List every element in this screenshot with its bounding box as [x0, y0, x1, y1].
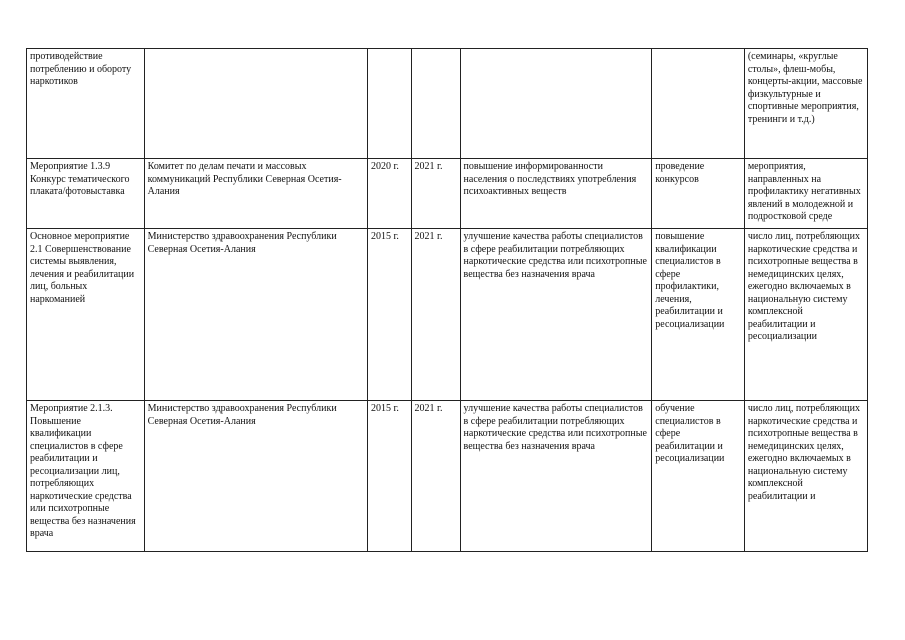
- actions-cell: [652, 401, 745, 552]
- indicator-cell: [744, 229, 867, 401]
- actions-cell: [652, 49, 745, 159]
- indicator: число лиц, потребляющих наркотические средства и психотропные вещества в немедицинских целях, ежегодно включаемых в национальную систему комплексной реабилитации и ресоциализации: [747, 231, 860, 342]
- expected-result: улучшение качества работы специалистов в сфере реабилитации потребляющих наркотические средства или психотропные вещества без назначения врача: [463, 231, 647, 280]
- activity-name: Мероприятие 2.1.3. Повышение квалификации специалистов в сфере реабилитации и ресоциализации лиц, потребляющих наркотические средства или психотропные вещества без назначения врача: [30, 403, 136, 539]
- activity-name: Мероприятие 1.3.9 Конкурс тематического плаката/фотовыставка: [30, 161, 130, 197]
- table-row: [27, 401, 868, 552]
- indicator: (семинары, «круглые столы», флеш-мобы, концерты-акции, массовые физкультурные и спортивные мероприятия, тренинги и т.д.): [747, 51, 863, 125]
- activity-name: противодействие потреблению и обороту наркотиков: [30, 51, 132, 87]
- start-year-cell: [367, 49, 411, 159]
- end-year-cell: [411, 401, 460, 552]
- start-year: 2015 г.: [370, 231, 399, 242]
- executor-cell: [144, 229, 367, 401]
- expected-result-cell: [460, 49, 652, 159]
- end-year-cell: [411, 49, 460, 159]
- table-row: [27, 159, 868, 229]
- start-year: 2020 г.: [370, 161, 399, 172]
- indicator: число лиц, потребляющих наркотические средства и психотропные вещества в немедицинских целях, ежегодно включаемых в национальную систему комплексной реабилитации и: [747, 403, 860, 502]
- program-table: [26, 48, 868, 552]
- start-year-cell: [367, 159, 411, 229]
- indicator-cell: [744, 401, 867, 552]
- actions-cell: [652, 159, 745, 229]
- activity-name: Основное мероприятие 2.1 Совершенствование системы выявления, лечения и реабилитации лиц, больных наркоманией: [30, 231, 135, 305]
- actions-cell: [652, 229, 745, 401]
- end-year: 2021 г.: [414, 231, 443, 242]
- executor-cell: [144, 159, 367, 229]
- activity-name-cell: [27, 49, 145, 159]
- start-year-cell: [367, 401, 411, 552]
- executor-cell: [144, 49, 367, 159]
- start-year-cell: [367, 229, 411, 401]
- indicator: мероприятия, направленных на профилактику негативных явлений в молодежной и подростковой среде: [747, 161, 861, 222]
- activity-name-cell: [27, 401, 145, 552]
- end-year: 2021 г.: [414, 161, 443, 172]
- indicator-cell: [744, 49, 867, 159]
- expected-result-cell: [460, 159, 652, 229]
- executor: Комитет по делам печати и массовых коммуникаций Республики Северная Осетия-Алания: [147, 161, 342, 197]
- activity-name-cell: [27, 229, 145, 401]
- start-year: 2015 г.: [370, 403, 399, 414]
- expected-result: повышение информированности населения о последствиях употребления психоактивных веществ: [463, 161, 637, 197]
- executor: Министерство здравоохранения Республики Северная Осетия-Алания: [147, 231, 337, 255]
- end-year-cell: [411, 229, 460, 401]
- expected-result: улучшение качества работы специалистов в сфере реабилитации потребляющих наркотические средства или психотропные вещества без назначения врача: [463, 403, 647, 452]
- table-row: [27, 229, 868, 401]
- actions: повышение квалификации специалистов в сфере профилактики, лечения, реабилитации и ресоциализации: [655, 231, 725, 330]
- table-row: [27, 49, 868, 159]
- expected-result-cell: [460, 229, 652, 401]
- activity-name-cell: [27, 159, 145, 229]
- end-year-cell: [411, 159, 460, 229]
- actions: обучение специалистов в сфере реабилитации и ресоциализации: [655, 403, 725, 464]
- actions: проведение конкурсов: [655, 161, 705, 185]
- expected-result-cell: [460, 401, 652, 552]
- indicator-cell: [744, 159, 867, 229]
- executor-cell: [144, 401, 367, 552]
- executor: Министерство здравоохранения Республики Северная Осетия-Алания: [147, 403, 337, 427]
- end-year: 2021 г.: [414, 403, 443, 414]
